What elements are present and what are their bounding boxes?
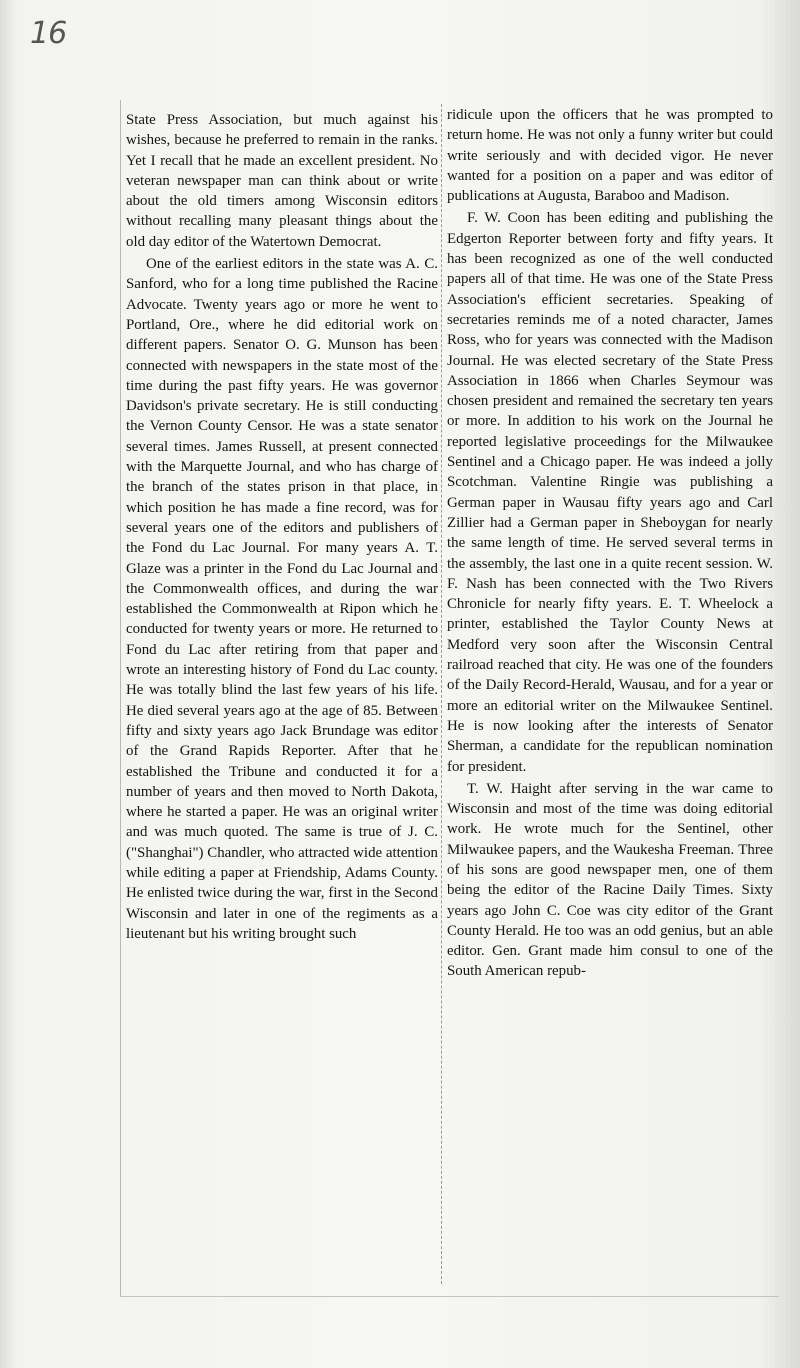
right-paragraph-2: F. W. Coon has been editing and publishing the Edgerton Reporter between forty and fifty years. It has been recognized as one of the well conducted papers all of that time. He was one of the State Press Association's efficient secretaries. Speaking of secretaries reminds me of a noted character, James Ross, who for years was connected with the Madison Journal. He was elected secretary of the State Press Association in 1866 when Charles Seymour was chosen president and remained the secretary ten years or more. In addition to his work on the Journal he reported legislative proceedings for the Milwaukee Sentinel and a Chicago paper. He was indeed a jolly Scotchman. Valentine Ringie was publishing a German paper in Wausau fifty years ago and Carl Zillier had a German paper in Sheboygan for nearly the same length of time. He served several terms in the assembly, the last one in a quite recent session. W. F. Nash has been connected with the Two Rivers Chronicle for nearly fifty years. E. T. Wheelock a printer, established the Taylor County News at Medford very soon after the Wisconsin Central railroad reached that city. He was one of the founders of the Daily Record-Herald, Wausau, and for a year or more an editorial writer on the Milwaukee Sentinel. He is now looking after the interests of Senator Sherman, a candidate for the republican nomination for president. [447, 210, 773, 775]
right-column [447, 105, 773, 982]
left-column [126, 110, 438, 944]
left-paragraph-1: State Press Association, but much against his wishes, because he preferred to remain in the ranks. Yet I recall that he made an excellent president. No veteran newspaper man can think about or write about the old timers among Wisconsin editors without recalling many pleasant things about the old day editor of the Watertown Democrat. [126, 112, 438, 250]
column-divider [441, 104, 442, 1284]
right-paragraph-1: ridicule upon the officers that he was prompted to return home. He was not only a funny writer but could write seriously and with decided vigor. He never wanted for a position on a paper and was editor of publications at Augusta, Baraboo and Madison. [447, 107, 773, 205]
left-paragraph-2: One of the earliest editors in the state was A. C. Sanford, who for a long time published the Racine Advocate. Twenty years ago or more he went to Portland, Ore., where he did editorial work on different papers. Senator O. G. Munson has been connected with newspapers in the state most of the time during the past fifty years. He was governor Davidson's private secretary. He is still conducting the Vernon County Censor. He was a state senator several times. James Russell, at present connected with the Marquette Journal, and who has charge of the branch of the states prison in that place, in which position he has made a fine record, was for several years one of the editors and publishers of the Fond du Lac Journal. For many years A. T. Glaze was a printer in the Fond du Lac Journal and the Commonwealth offices, and during the war established the Commonwealth at Ripon which he conducted for twenty years or more. He returned to Fond du Lac after retiring from that paper and wrote an interesting history of Fond du Lac county. He was totally blind the last few years of his life. He died several years ago at the age of 85. Between fifty and sixty years ago Jack Brundage was editor of the Grand Rapids Reporter. After that he established the Tribune and conducted it for a number of years and then moved to North Dakota, where he started a paper. He was an original writer and was much quoted. The same is true of J. C. ("Shanghai") Chandler, who attracted wide attention while editing a paper at Friendship, Adams County. He enlisted twice during the war, first in the Second Wisconsin and later in one of the regiments as a lieutenant but his writing brought such [126, 256, 438, 942]
page-number: 16 [30, 16, 67, 51]
right-paragraph-3: T. W. Haight after serving in the war came to Wisconsin and most of the time was doing editorial work. He wrote much for the Sentinel, other Milwaukee papers, and the Waukesha Freeman. Three of his sons are good newspaper men, one of them being the editor of the Racine Daily Times. Sixty years ago John C. Coe was city editor of the Grant County Herald. He too was an odd genius, but an able editor. Gen. Grant made him consul to one of the South American repub- [447, 780, 773, 980]
